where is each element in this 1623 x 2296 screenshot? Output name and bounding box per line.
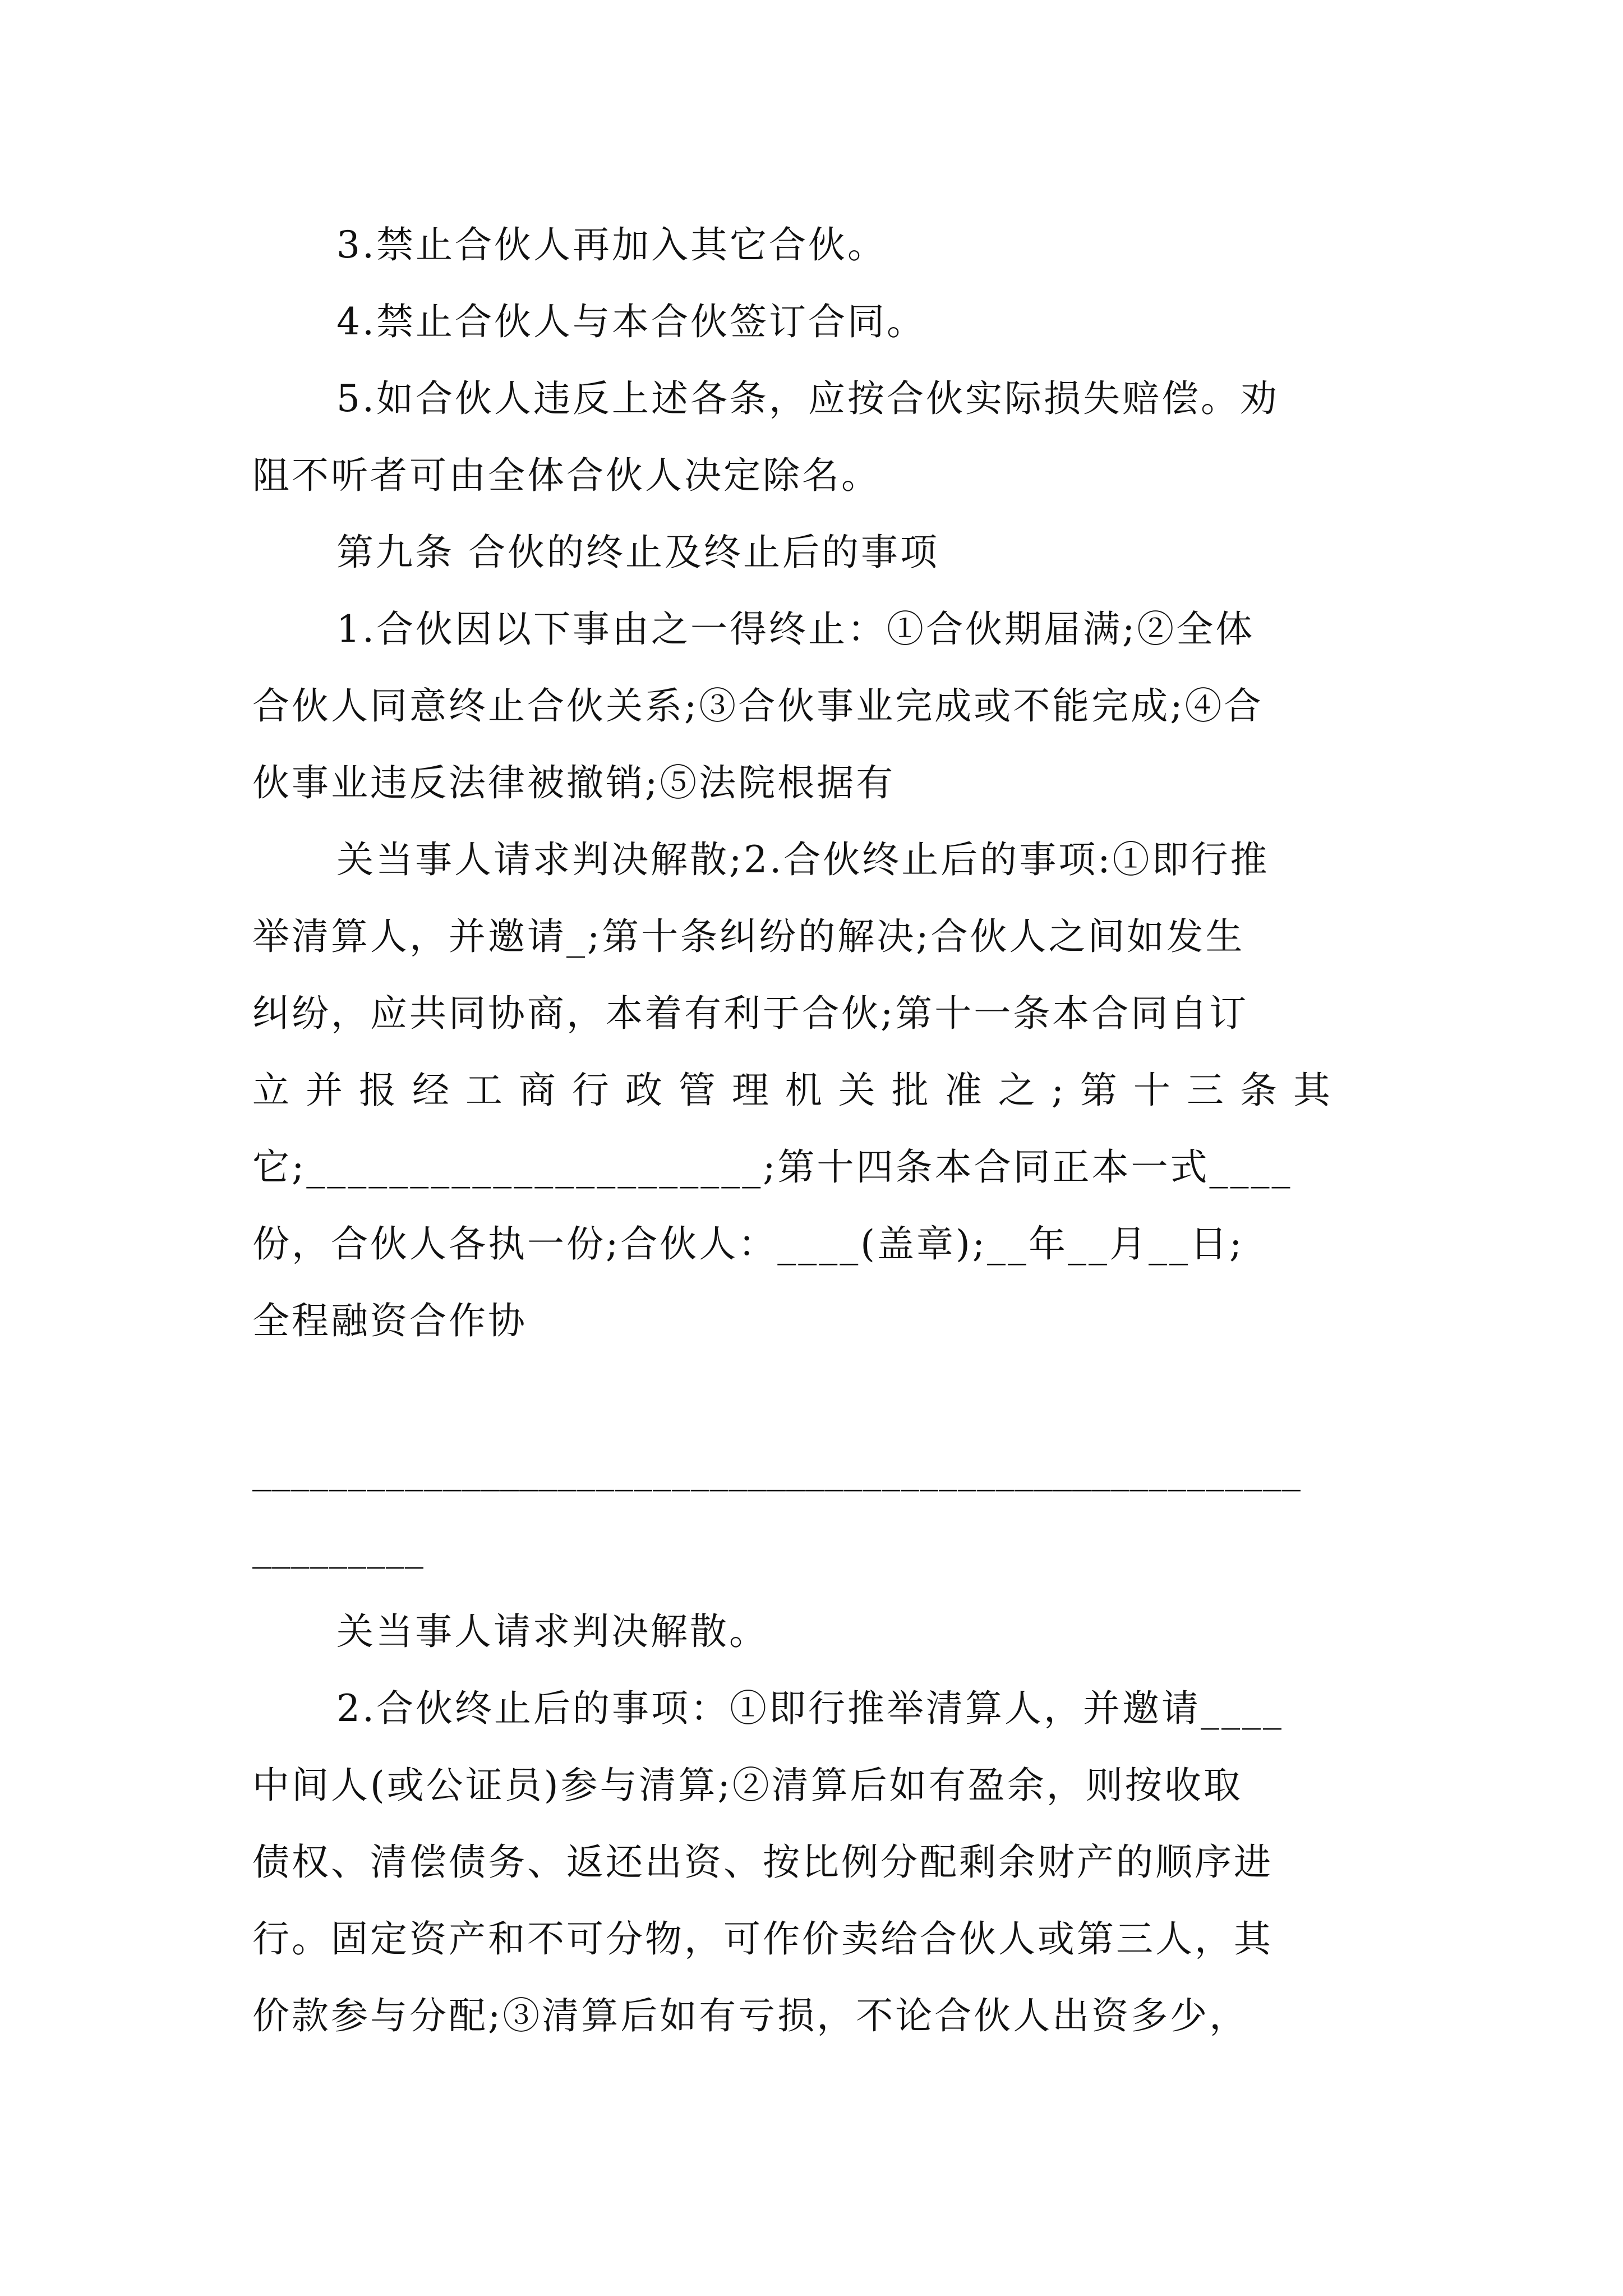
section-divider: _______________________________________________________ [252,1448,1301,1492]
clause-line: 合伙人同意终止合伙关系;③合伙事业完成或不能完成;④合 [252,684,1264,728]
clause-line: 阻不听者可由全体合伙人决定除名。 [252,454,880,497]
section-divider-tail: _________ [252,1526,424,1569]
clause-line: 4.禁止合伙人与本合伙签订合同。 [336,300,926,343]
clause-line: 纠纷，应共同协商，本着有利于合伙;第十一条本合同自订 [252,992,1249,1035]
contract-text-lower [252,1593,1385,2054]
clause-line: 中间人(或公证员)参与清算;②清算后如有盈余，则按收取 [252,1764,1243,1807]
clause-line: 它;______________________;第十四条本合同正本一式____ [252,1145,1293,1189]
clause-line: 价款参与分配;③清算后如有亏损，不论合伙人出资多少， [252,1994,1249,2037]
clause-line: 5.如合伙人违反上述各条，应按合伙实际损失赔偿。劝 [336,377,1279,420]
clause-line: 2.合伙终止后的事项：①即行推举清算人，并邀请____ [336,1687,1284,1730]
clause-line: 关当事人请求判决解散。 [336,1610,768,1653]
clause-line: 关当事人请求判决解散;2.合伙终止后的事项:①即行推 [336,838,1270,881]
clause-line: 1.合伙因以下事由之一得终止：①合伙期届满;②全体 [336,608,1255,651]
clause-line: 立 并 报 经 工 商 行 政 管 理 机 关 批 准 之 ; 第 十 三 条 其 [252,1069,1332,1112]
clause-line: 全程融资合作协 [252,1299,527,1342]
clause-line: 3.禁止合伙人再加入其它合伙。 [336,223,887,266]
clause-line: 债权、清偿债务、返还出资、按比例分配剩余财产的顺序进 [252,1841,1273,1884]
clause-line: 份，合伙人各执一份;合伙人：____(盖章);__年__月__日; [252,1222,1244,1266]
article-heading: 第九条 合伙的终止及终止后的事项 [336,531,939,574]
clause-line: 行。固定资产和不可分物，可作价卖给合伙人或第三人，其 [252,1917,1273,1961]
contract-text-upper [252,206,1385,1359]
clause-line: 伙事业违反法律被撤销;⑤法院根据有 [252,761,896,804]
clause-line: 举清算人，并邀请_;第十条纠纷的解决;合伙人之间如发生 [252,915,1245,958]
